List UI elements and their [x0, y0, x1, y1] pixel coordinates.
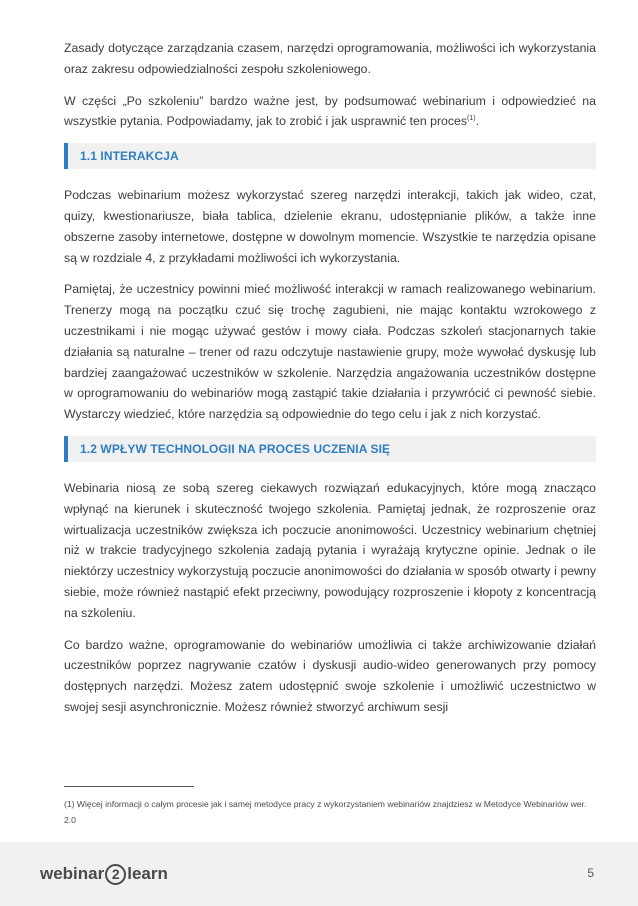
section-heading-wplyw-technologii	[64, 436, 596, 462]
section-title: 1.1 INTERAKCJA	[80, 149, 179, 164]
page-number: 5	[587, 866, 594, 880]
intro-paragraph-2: W części „Po szkoleniu” bardzo ważne jest, by podsumować webinarium i odpowiedzieć na wszystkie pytania. Podpowiadamy, jak to zrobić i jak usprawnić ten proces$^{(1)}$.	[64, 93, 596, 129]
section-heading-interakcja	[64, 143, 596, 169]
main-content	[64, 38, 596, 729]
section1-paragraph-2: Pamiętaj, że uczestnicy powinni mieć możliwość interakcji w ramach realizowanego webinarium. Trenerzy mogą na początku czuć się trochę zagubieni, nie mając kontaktu wzrokowego z uczestnikami i nie mogąc używać gestów i mowy ciała. Podczas szkoleń stacjonarnych takie działania są naturalne – trener od razu odczytuje nastawienie grupy, może wywołać dyskusję lub bardziej zaangażować uczestników w szkolenie. Narzędzia angażowania uczestników dostępne w oprogramowaniu do webinariów mogą zastąpić takie działania i przywrócić ci pewność siebie. Wystarczy wiedzieć, które narzędzia są odpowiednie do tego celu i jak z nich korzystać.	[64, 282, 596, 422]
section-accent-bar	[64, 143, 68, 169]
footnote-reference[interactable]: (1)	[467, 115, 476, 123]
section1-paragraph-1: Podczas webinarium możesz wykorzystać szereg narzędzi interakcji, takich jak wideo, czat, quizy, kwestionariusze, biała tablica, dzielenie ekranu, udostępnianie plików, a także inne obszerne zasoby internetowe, dostępne w dowolnym momencie. Wszystkie te narzędzia opisane są w rozdziale 4, z przykładami możliwości ich wykorzystania.	[64, 188, 596, 265]
section2-paragraph-1: Webinaria niosą ze sobą szereg ciekawych rozwiązań edukacyjnych, które mogą znacząco wpłynąć na kierunek i skuteczność twojego szkolenia. Pamiętaj jednak, że rozproszenie oraz wirtualizacja uczestników zwiększa ich poczucie anonimowości. Uczestnicy webinarium chętniej niż w trakcie tradycyjnego szkolenia zadają pytania i wyrażają krytyczne opinie. Jednak o ile niektórzy uczestnicy wykorzystują poczucie anonimowości do działania w sposób otwarty i pewny siebie, może również nastąpić efekt przeciwny, powodujący rozproszenie i kłopoty z koncentracją na szkoleniu.	[64, 480, 596, 620]
intro-paragraph-1: Zasady dotyczące zarządzania czasem, narzędzi oprogramowania, możliwości ich wykorzystania oraz zakresu odpowiedzialności zespołu szkoleniowego.	[64, 41, 596, 76]
section2-paragraph-2: Co bardzo ważne, oprogramowanie do webinariów umożliwia ci także archiwizowanie działań uczestników poprzez nagrywanie czatów i dyskusji audio-wideo generowanych przy pomocy dostępnych narzędzi. Możesz zatem udostępnić swoje szkolenie i umożliwić uczestnictwo w swojej sesji asynchronicznie. Możesz również stworzyć archiwum sesji	[64, 637, 596, 714]
page-footer	[0, 842, 638, 906]
footnote-divider	[64, 786, 194, 787]
logo-text-right: learn	[127, 864, 168, 883]
section-accent-bar	[64, 436, 68, 462]
webinar2learn-logo	[40, 862, 168, 886]
logo-text-left: webinar	[40, 864, 105, 883]
logo-circle-two: 2	[105, 864, 126, 885]
section-title: 1.2 WPŁYW TECHNOLOGII NA PROCES UCZENIA SIĘ	[80, 441, 391, 456]
footnote-text: (1) Więcej informacji o całym procesie jak i samej metodyce pracy z wykorzystaniem webinariów znajdziesz w Metodyce Webinariów wer. 2.0	[64, 799, 587, 825]
intro-paragraph-2-text: W części „Po szkoleniu” bardzo ważne jest, by podsumować webinarium i odpowiedzieć na wszystkie pytania. Podpowiadamy, jak to zrobić i jak usprawnić ten proces	[64, 93, 596, 129]
